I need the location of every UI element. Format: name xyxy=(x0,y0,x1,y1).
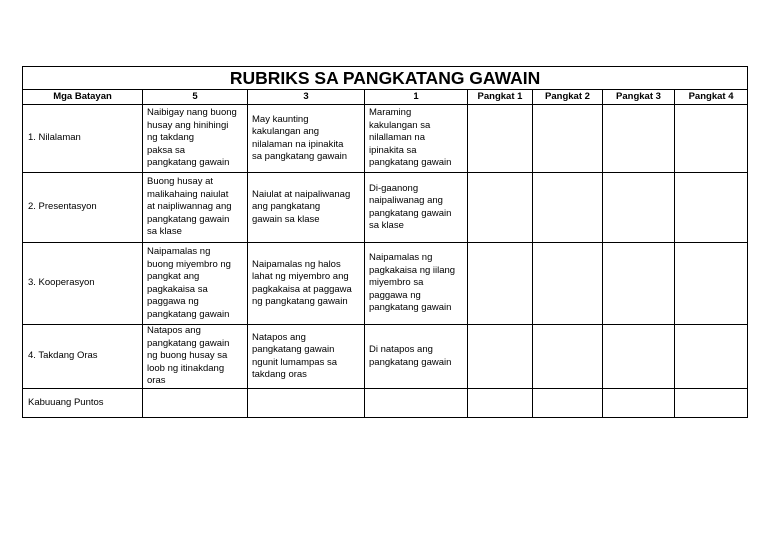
criterion-cell: 3. Kooperasyon xyxy=(23,243,143,325)
score-1-cell: Di natapos ang pangkatang gawain xyxy=(365,325,468,389)
criterion-cell: 4. Takdang Oras xyxy=(23,325,143,389)
score-5-cell: Buong husay at malikahaing naiulat at naipliwannag ang pangkatang gawain sa klase xyxy=(143,173,248,243)
group-3-score-cell[interactable] xyxy=(603,325,675,389)
group-2-total-cell[interactable] xyxy=(533,389,603,418)
group-1-score-cell[interactable] xyxy=(468,243,533,325)
rubric-sheet xyxy=(22,66,747,418)
group-4-score-cell[interactable] xyxy=(675,105,748,173)
total-score-3-cell xyxy=(248,389,365,418)
group-3-score-cell[interactable] xyxy=(603,105,675,173)
total-row xyxy=(23,389,748,418)
group-4-score-cell[interactable] xyxy=(675,325,748,389)
group-3-score-cell[interactable] xyxy=(603,243,675,325)
score-1-cell: Maraming kakulangan sa nilallaman na ipinakita sa pangkatang gawain xyxy=(365,105,468,173)
group-1-score-cell[interactable] xyxy=(468,105,533,173)
group-1-score-cell[interactable] xyxy=(468,325,533,389)
total-score-1-cell xyxy=(365,389,468,418)
total-score-5-cell xyxy=(143,389,248,418)
total-label: Kabuuang Puntos xyxy=(23,389,143,418)
group-2-score-cell[interactable] xyxy=(533,325,603,389)
group-4-score-cell[interactable] xyxy=(675,243,748,325)
score-1-cell: Di-gaanong naipaliwanag ang pangkatang gawain sa klase xyxy=(365,173,468,243)
group-4-total-cell[interactable] xyxy=(675,389,748,418)
score-5-cell: Naibigay nang buong husay ang hinihingi ng takdang paksa sa pangkatang gawain xyxy=(143,105,248,173)
group-1-score-cell[interactable] xyxy=(468,173,533,243)
table-row xyxy=(23,173,748,243)
table-row xyxy=(23,105,748,173)
score-3-cell: May kaunting kakulangan ang nilalaman na ipinakita sa pangkatang gawain xyxy=(248,105,365,173)
header-group-1: Pangkat 1 xyxy=(468,90,533,105)
header-score-1: 1 xyxy=(365,90,468,105)
group-4-score-cell[interactable] xyxy=(675,173,748,243)
group-1-total-cell[interactable] xyxy=(468,389,533,418)
score-3-cell: Naipamalas ng halos lahat ng miyembro ang pagkakaisa at paggawa ng pangkatang gawain xyxy=(248,243,365,325)
header-criteria: Mga Batayan xyxy=(23,90,143,105)
group-2-score-cell[interactable] xyxy=(533,173,603,243)
criterion-cell: 2. Presentasyon xyxy=(23,173,143,243)
score-1-cell: Naipamalas ng pagkakaisa ng iilang miyembro sa paggawa ng pangkatang gawain xyxy=(365,243,468,325)
header-score-5: 5 xyxy=(143,90,248,105)
header-group-2: Pangkat 2 xyxy=(533,90,603,105)
rubric-table xyxy=(22,66,748,418)
criterion-cell: 1. Nilalaman xyxy=(23,105,143,173)
score-3-cell: Naiulat at naipaliwanag ang pangkatang gawain sa klase xyxy=(248,173,365,243)
score-5-cell: Naipamalas ng buong miyembro ng pangkat ang pagkakaisa sa paggawa ng pangkatang gawain xyxy=(143,243,248,325)
header-score-3: 3 xyxy=(248,90,365,105)
group-2-score-cell[interactable] xyxy=(533,105,603,173)
rubric-title: RUBRIKS SA PANGKATANG GAWAIN xyxy=(23,67,748,90)
score-5-cell: Natapos ang pangkatang gawain ng buong husay sa loob ng itinakdang oras xyxy=(143,325,248,389)
group-3-total-cell[interactable] xyxy=(603,389,675,418)
group-3-score-cell[interactable] xyxy=(603,173,675,243)
table-row xyxy=(23,243,748,325)
header-group-4: Pangkat 4 xyxy=(675,90,748,105)
group-2-score-cell[interactable] xyxy=(533,243,603,325)
header-row xyxy=(23,90,748,105)
table-row xyxy=(23,325,748,389)
header-group-3: Pangkat 3 xyxy=(603,90,675,105)
score-3-cell: Natapos ang pangkatang gawain ngunit lumampas sa takdang oras xyxy=(248,325,365,389)
